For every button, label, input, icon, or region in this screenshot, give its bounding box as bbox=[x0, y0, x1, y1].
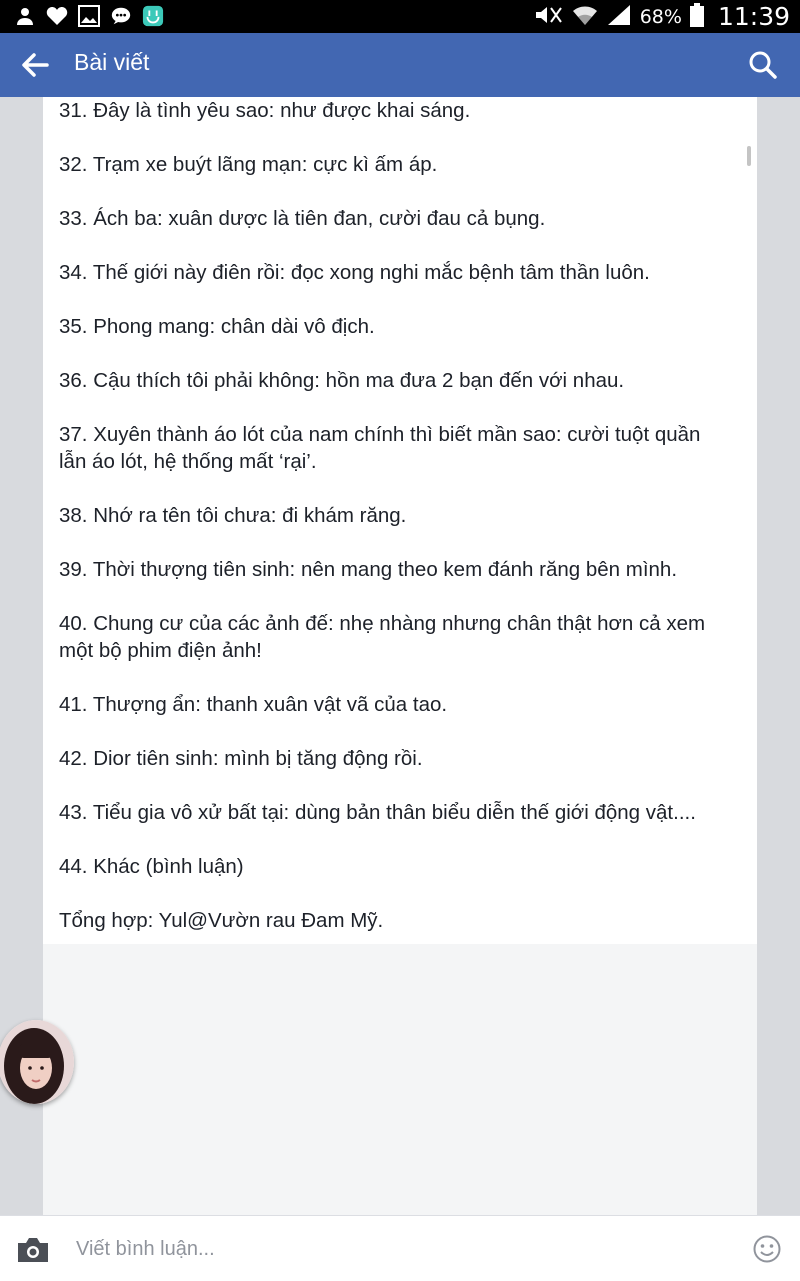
post-line: một bộ phim điện ảnh! bbox=[59, 639, 262, 662]
search-icon bbox=[748, 50, 778, 80]
mute-icon bbox=[534, 4, 564, 30]
chat-bubble-icon bbox=[110, 5, 132, 27]
post-line: lẫn áo lót, hệ thống mất ‘rại’. bbox=[59, 450, 317, 473]
post-line: 32. Trạm xe buýt lãng mạn: cực kì ấm áp. bbox=[59, 153, 438, 176]
clock: 11:39 bbox=[717, 2, 790, 31]
comment-bar bbox=[0, 1215, 800, 1281]
notification-icons bbox=[14, 5, 164, 27]
search-button[interactable] bbox=[748, 50, 778, 80]
signal-icon bbox=[606, 3, 632, 31]
arrow-left-icon bbox=[20, 51, 50, 79]
post-card bbox=[43, 97, 757, 944]
post-footer-area bbox=[43, 944, 757, 1215]
page-title: Bài viết bbox=[74, 49, 150, 75]
smiley-icon bbox=[752, 1234, 782, 1264]
post-line: 33. Ách ba: xuân dược là tiên đan, cười đau cả bụng. bbox=[59, 207, 546, 230]
app-bar bbox=[0, 33, 800, 97]
post-line: 40. Chung cư của các ảnh đế: nhẹ nhàng nhưng chân thật hơn cả xem bbox=[59, 612, 706, 635]
comment-input[interactable] bbox=[74, 1232, 718, 1266]
status-bar bbox=[0, 0, 800, 33]
camera-icon bbox=[16, 1236, 50, 1264]
post-line: 37. Xuyên thành áo lót của nam chính thì biết mần sao: cười tuột quần bbox=[59, 423, 701, 446]
wifi-icon bbox=[572, 3, 598, 31]
right-gutter bbox=[757, 97, 800, 1215]
heart-icon bbox=[46, 5, 68, 27]
post-line: 36. Cậu thích tôi phải không: hồn ma đưa 2 bạn đến với nhau. bbox=[59, 369, 625, 392]
app-icon bbox=[142, 5, 164, 27]
post-line: 43. Tiểu gia vô xử bất tại: dùng bản thân biểu diễn thế giới động vật.... bbox=[59, 801, 696, 824]
post-line: 42. Dior tiên sinh: mình bị tăng động rồi. bbox=[59, 747, 423, 770]
battery-percent: 68% bbox=[639, 5, 682, 28]
user-icon bbox=[14, 5, 36, 27]
image-icon bbox=[78, 5, 100, 27]
post-line: 34. Thế giới này điên rồi: đọc xong nghi mắc bệnh tâm thần luôn. bbox=[59, 261, 650, 284]
back-button[interactable] bbox=[20, 51, 50, 79]
post-line: 35. Phong mang: chân dài vô địch. bbox=[59, 315, 375, 338]
post-line: Tổng hợp: Yul@Vườn rau Đam Mỹ. bbox=[59, 909, 384, 932]
post-line: 44. Khác (bình luận) bbox=[59, 855, 244, 878]
chat-head-avatar[interactable] bbox=[0, 1020, 74, 1104]
scrollbar-thumb[interactable] bbox=[747, 146, 751, 166]
post-line: 31. Đây là tình yêu sao: như được khai sáng. bbox=[59, 99, 471, 122]
post-line: 39. Thời thượng tiên sinh: nên mang theo kem đánh răng bên mình. bbox=[59, 558, 678, 581]
battery-icon bbox=[690, 3, 704, 31]
emoji-button[interactable] bbox=[752, 1234, 782, 1264]
system-icons bbox=[534, 0, 790, 33]
avatar bbox=[0, 1020, 74, 1104]
camera-button[interactable] bbox=[16, 1236, 50, 1264]
post-line: 38. Nhớ ra tên tôi chưa: đi khám răng. bbox=[59, 504, 407, 527]
post-line: 41. Thượng ẩn: thanh xuân vật vã của tao. bbox=[59, 693, 448, 716]
